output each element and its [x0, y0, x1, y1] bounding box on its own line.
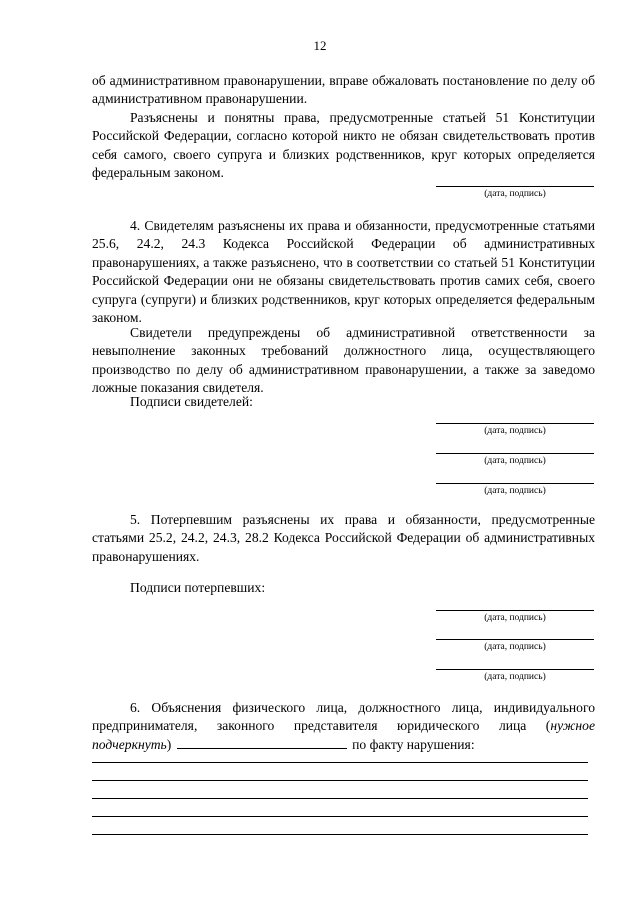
explanation-line-4[interactable] — [92, 816, 588, 817]
victims-signatures-label: Подписи потерпевших: — [130, 580, 266, 595]
paragraph-victims-rights: 5. Потерпевшим разъяснены их права и обязанности, предусмотренные статьями 25.2, 24.2, 24.3, 28.2 Кодекса Российской Федерации об административных правонарушениях. — [92, 512, 595, 564]
explanations-text-mid: ) — [166, 736, 172, 752]
witnesses-signatures-label: Подписи свидетелей: — [130, 394, 253, 409]
explanation-line-2[interactable] — [92, 780, 588, 781]
signature-line-victim-2[interactable]: (дата, подпись) — [436, 639, 594, 652]
explanations-italic-note: нужное подчеркнуть — [92, 718, 595, 752]
paragraph-explanations — [92, 699, 595, 754]
paragraph-witnesses-rights: 4. Свидетелям разъяснены их права и обязанности, предусмотренные статьями 25.6, 24.2, 24.3 Кодекса Российской Федерации об административных правонарушениях, а также разъяснено, что в соответствии со статьей 51 Конституции Российской Федерации они не обязаны свидетельствовать против самих себя, своего супруга (супруги) и близких родственников, круг которых определяется федеральным законом. — [92, 218, 595, 326]
signature-line-witness-3[interactable]: (дата, подпись) — [436, 483, 594, 496]
explanations-person-blank[interactable] — [177, 736, 347, 749]
explanation-line-3[interactable] — [92, 798, 588, 799]
paragraph-article-51: Разъяснены и понятны права, предусмотренные статьей 51 Конституции Российской Федерации, согласно которой никто не обязан свидетельствовать против себя самого, своего супруга и близких родственников, круг которых определяется федеральным законом. — [92, 110, 595, 181]
page-number: 12 — [313, 38, 327, 53]
explanation-line-5[interactable] — [92, 834, 588, 835]
signature-line-witness-2[interactable]: (дата, подпись) — [436, 453, 594, 466]
signature-line-victim-1[interactable]: (дата, подпись) — [436, 610, 594, 623]
explanation-line-1[interactable] — [92, 762, 588, 763]
signature-line-offender[interactable]: (дата, подпись) — [436, 186, 594, 199]
signature-line-witness-1[interactable]: (дата, подпись) — [436, 423, 594, 436]
explanations-text-end: по факту нарушения: — [352, 736, 475, 752]
signature-line-victim-3[interactable]: (дата, подпись) — [436, 669, 594, 682]
explanations-text-start: 6. Объяснения физического лица, должностного лица, индивидуального предпринимателя, законного представителя юридического лица ( — [92, 700, 595, 734]
paragraph-appeal-right: об административном правонарушении, вправе обжаловать постановление по делу об административном правонарушении. — [92, 73, 595, 107]
paragraph-witnesses-warning: Свидетели предупреждены об административной ответственности за невыполнение законных требований должностного лица, осуществляющего производство по делу об административном правонарушении, а также за заведомо ложные показания свидетеля. — [92, 325, 595, 396]
